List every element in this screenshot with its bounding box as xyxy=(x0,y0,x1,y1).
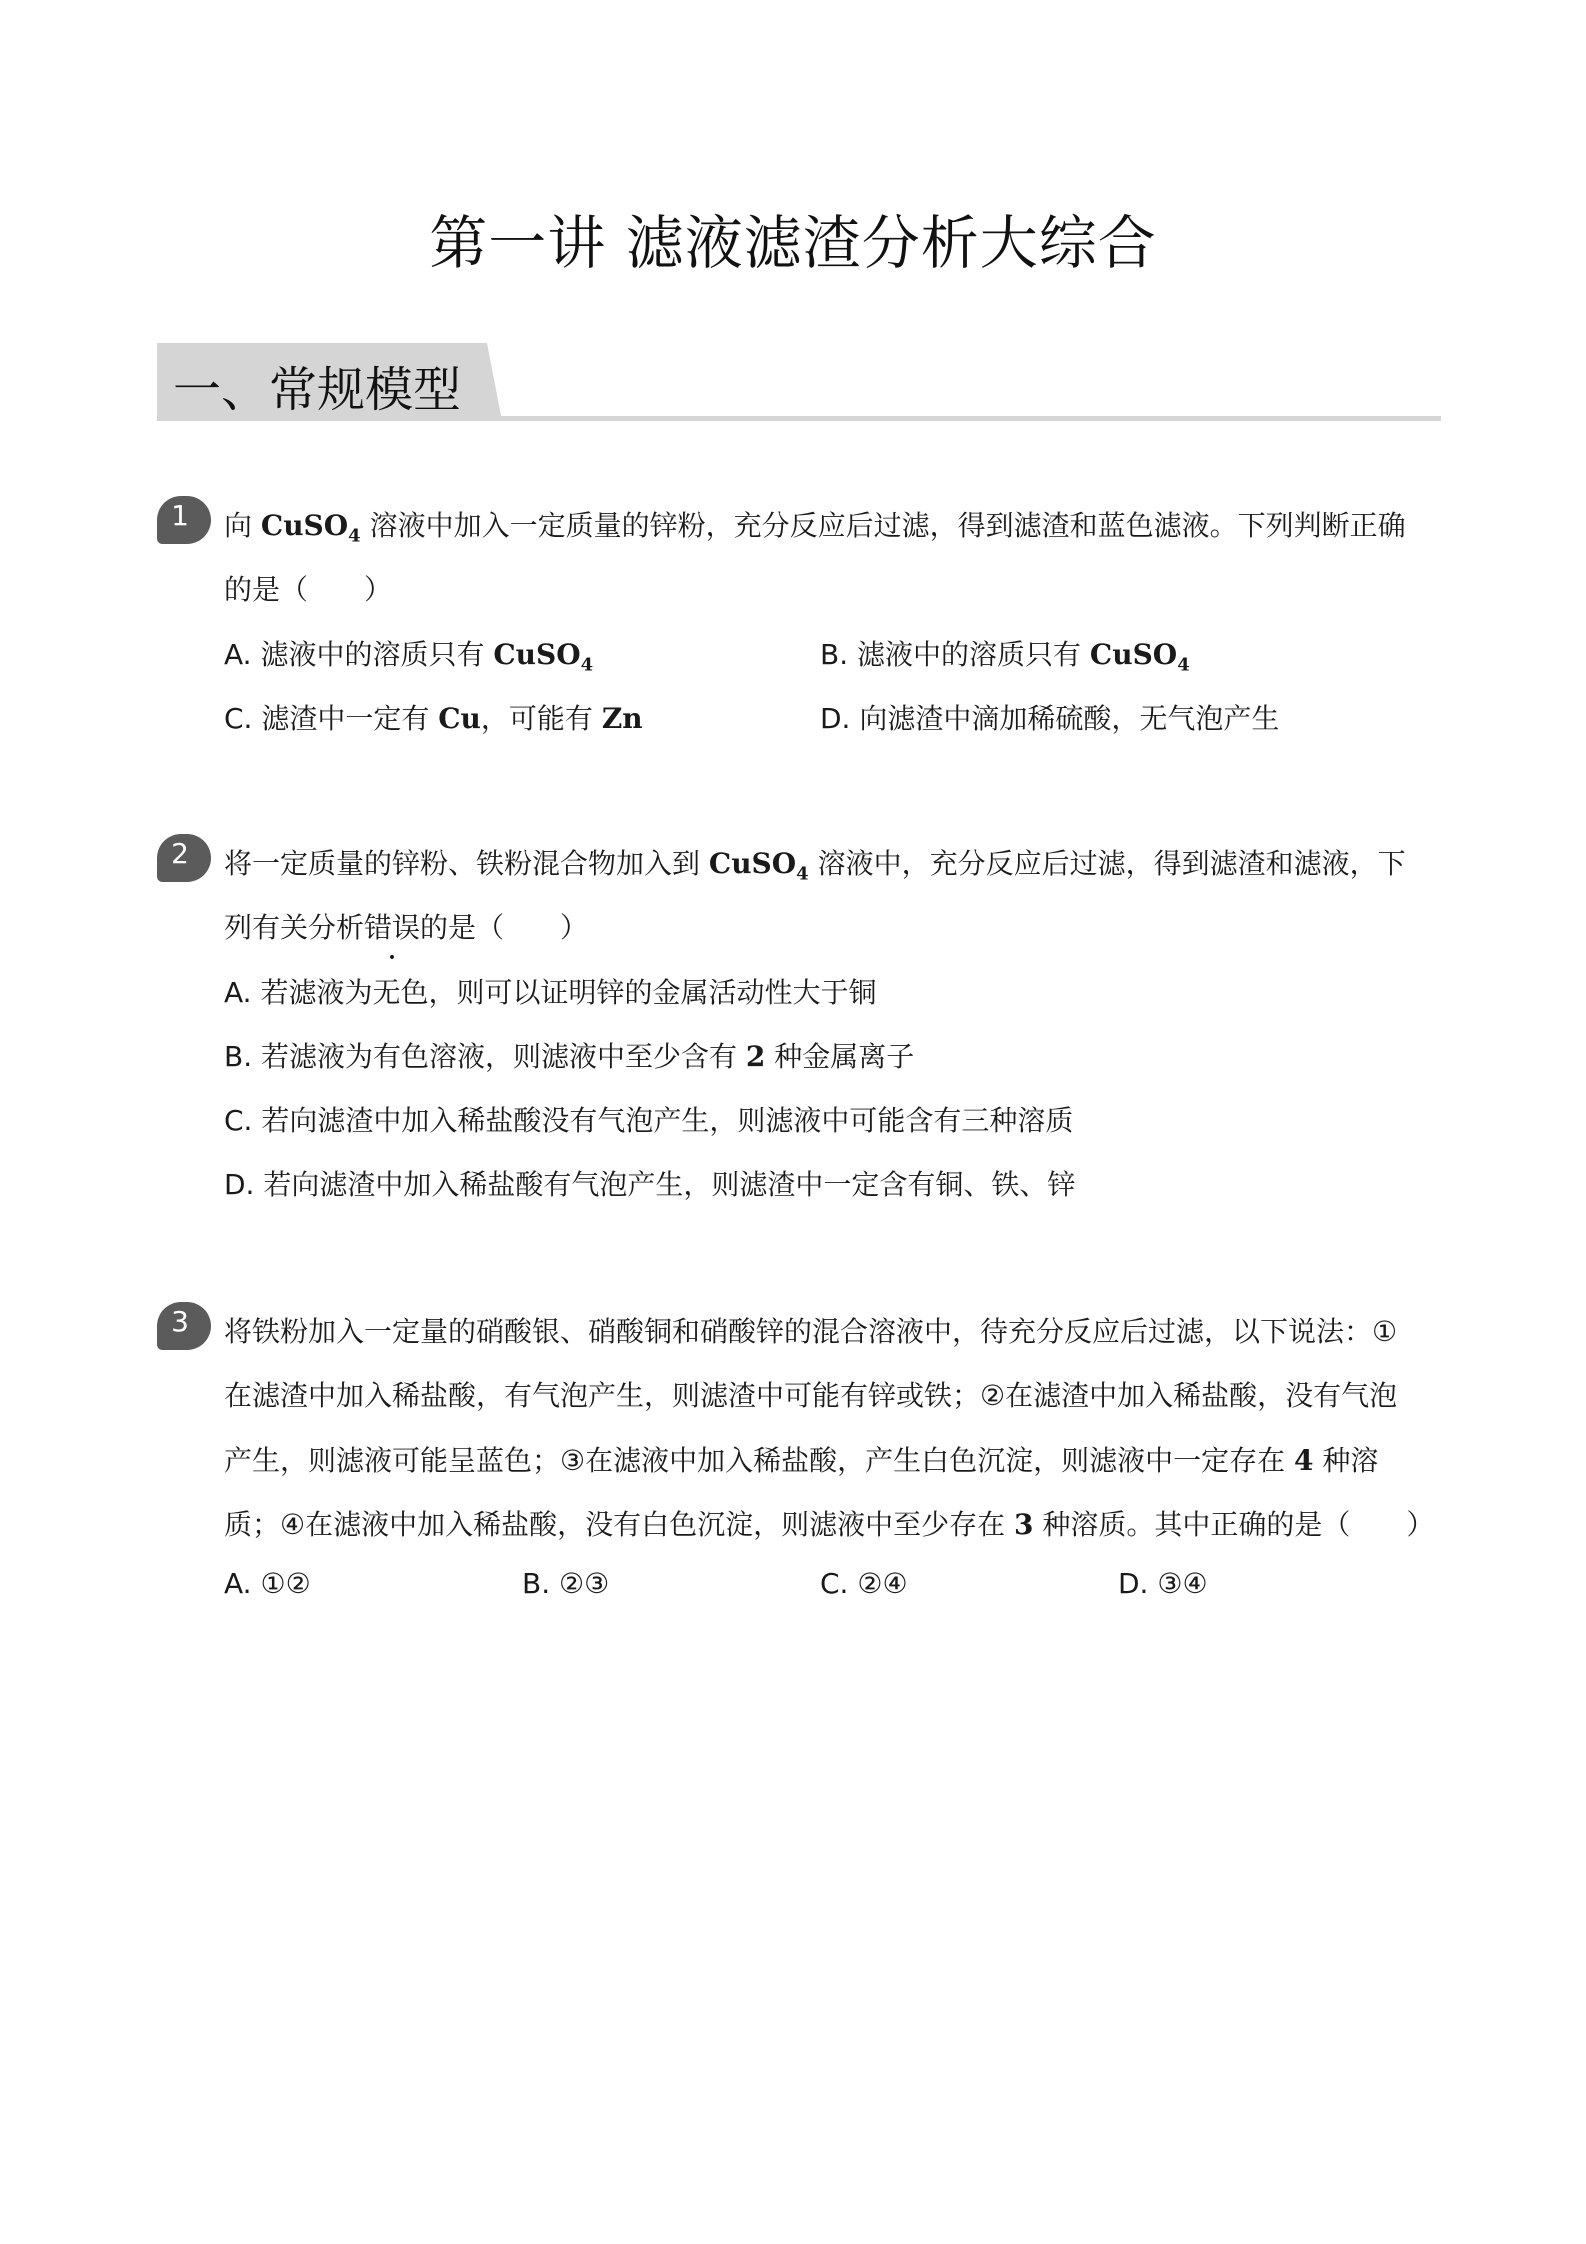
option-text: A. 滤液中的溶质只有 xyxy=(224,638,494,671)
stem-text: 的是（ ） xyxy=(420,911,589,944)
chem-formula-subscript: 4 xyxy=(580,654,594,676)
option-text: 种金属离子 xyxy=(765,1040,915,1073)
number-value: 4 xyxy=(1294,1444,1314,1477)
question-number: 3 xyxy=(171,1305,189,1338)
question-stem-line-4 xyxy=(224,1503,1434,1543)
chem-formula xyxy=(493,638,594,676)
option-b: B. ②③ xyxy=(522,1567,610,1600)
option-c: C. 若向滤渣中加入稀盐酸没有气泡产生，则滤液中可能含有三种溶质 xyxy=(224,1104,1074,1137)
option-d: D. 若向滤渣中加入稀盐酸有气泡产生，则滤渣中一定含有铜、铁、锌 xyxy=(224,1168,1076,1201)
page-title: 第一讲 滤液滤渣分析大综合 xyxy=(429,209,1157,277)
question-3 xyxy=(157,1302,1435,1622)
chem-formula: Cu xyxy=(438,702,481,735)
chem-formula: Zn xyxy=(601,702,643,735)
chem-formula xyxy=(1089,638,1190,676)
option-b xyxy=(820,633,1190,676)
option-a xyxy=(224,633,593,676)
question-number-badge xyxy=(157,1302,211,1350)
question-1 xyxy=(157,496,1412,736)
question-stem-line-2 xyxy=(224,906,588,946)
stem-text: 产生，则滤液可能呈蓝色；③在滤液中加入稀盐酸，产生白色沉淀，则滤液中一定存在 xyxy=(224,1444,1295,1477)
chem-formula xyxy=(708,847,809,885)
stem-text: 列有关分析 xyxy=(224,911,365,944)
option-c xyxy=(224,697,643,737)
chem-formula-base: CuSO xyxy=(493,638,581,671)
question-number-badge xyxy=(157,496,211,544)
section-title: 一、常规模型 xyxy=(173,362,462,418)
question-stem-line-1: 将铁粉加入一定量的硝酸银、硝酸铜和硝酸锌的混合溶液中，待充分反应后过滤，以下说法：① xyxy=(224,1315,1398,1348)
stem-text: 种溶 xyxy=(1313,1444,1379,1477)
stem-text: 向 xyxy=(224,509,261,542)
chem-formula-base: CuSO xyxy=(1089,638,1178,671)
question-2 xyxy=(157,834,1412,1214)
question-stem-line-3 xyxy=(224,1439,1378,1479)
chem-formula-subscript: 4 xyxy=(1177,654,1190,676)
section-header-rule xyxy=(487,416,1441,421)
emphasized-text: 错误 xyxy=(364,911,421,944)
chem-formula-subscript: 4 xyxy=(796,863,809,885)
stem-text: 溶液中加入一定质量的锌粉，充分反应后过滤，得到滤渣和蓝色滤液。下列判断正确 xyxy=(360,509,1406,542)
option-b xyxy=(224,1035,914,1075)
stem-text: 种溶质。其中正确的是（ ） xyxy=(1033,1508,1435,1541)
question-number: 1 xyxy=(171,499,189,532)
question-stem-line-2: 在滤渣中加入稀盐酸，有气泡产生，则滤渣中可能有锌或铁；②在滤渣中加入稀盐酸，没有气泡 xyxy=(224,1379,1398,1412)
number-value: 2 xyxy=(745,1040,766,1073)
chem-formula-subscript: 4 xyxy=(348,525,361,547)
option-text: B. 若滤液为有色溶液，则滤液中至少含有 xyxy=(224,1040,746,1073)
question-stem-line-1 xyxy=(224,504,1406,547)
question-stem-line-1 xyxy=(224,842,1406,885)
stem-text: 质；④在滤液中加入稀盐酸，没有白色沉淀，则滤液中至少存在 xyxy=(224,1508,1015,1541)
option-d: D. 向滤渣中滴加稀硫酸，无气泡产生 xyxy=(820,702,1280,735)
chem-formula xyxy=(260,509,361,547)
option-c: C. ②④ xyxy=(820,1567,908,1600)
stem-text: 溶液中，充分反应后过滤，得到滤渣和滤液，下 xyxy=(808,847,1406,880)
option-text: ，可能有 xyxy=(480,702,602,735)
option-d: D. ③④ xyxy=(1118,1567,1208,1600)
chem-formula-base: CuSO xyxy=(260,509,349,542)
number-value: 3 xyxy=(1014,1508,1034,1541)
section-header xyxy=(157,343,1441,421)
option-a: A. 若滤液为无色，则可以证明锌的金属活动性大于铜 xyxy=(224,976,877,1009)
chem-formula-base: CuSO xyxy=(708,847,797,880)
option-text: B. 滤液中的溶质只有 xyxy=(820,638,1090,671)
question-number-badge xyxy=(157,834,211,882)
question-number: 2 xyxy=(171,837,189,870)
stem-text: 将一定质量的锌粉、铁粉混合物加入到 xyxy=(224,847,709,880)
option-a: A. ①② xyxy=(224,1567,311,1600)
question-stem-line-2: 的是（ ） xyxy=(224,573,393,606)
option-text: C. 滤渣中一定有 xyxy=(224,702,439,735)
